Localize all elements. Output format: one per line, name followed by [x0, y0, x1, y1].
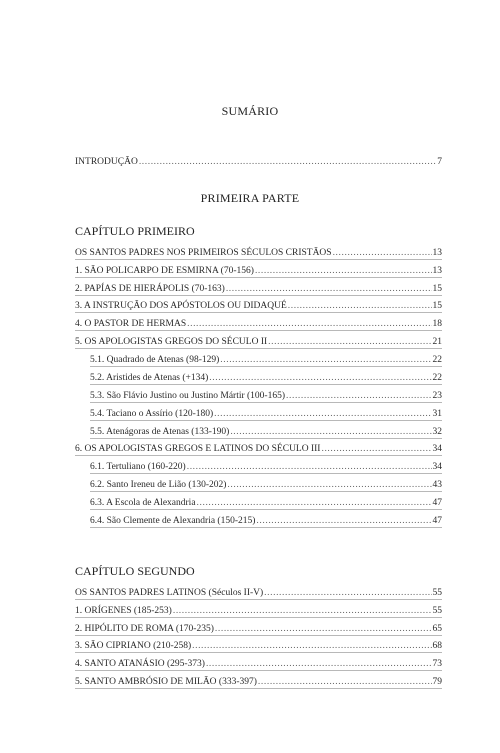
toc-subentry[interactable] [90, 369, 442, 385]
toc-entry-page: 43 [432, 480, 442, 490]
toc-entry[interactable] [75, 315, 442, 331]
toc-entry-page: 34 [432, 462, 442, 472]
toc-leader-dots [215, 624, 432, 635]
toc-subentry[interactable] [90, 423, 442, 439]
toc-entry-label: 5.4. Taciano o Assírio (120-180) [90, 409, 214, 419]
toc-subentry[interactable] [90, 387, 442, 403]
toc-leader-dots [214, 409, 431, 420]
toc-entry[interactable] [75, 637, 442, 653]
toc-entry[interactable] [75, 655, 442, 671]
toc-entry-page: 79 [432, 677, 442, 687]
toc-entry[interactable] [75, 297, 442, 313]
toc-leader-dots [333, 248, 432, 259]
toc-entry[interactable] [75, 602, 442, 618]
toc-entry-label: INTRODUÇÃO [75, 157, 138, 167]
toc-entry-page: 34 [432, 444, 442, 454]
toc-entry-page: 15 [432, 301, 442, 311]
toc-leader-dots [227, 480, 431, 491]
toc-leader-dots [258, 677, 432, 688]
toc-entry-page: 13 [432, 248, 442, 258]
toc-entry-label: 1. ORÍGENES (185-253) [75, 606, 172, 616]
toc-subentry[interactable] [90, 405, 442, 421]
toc-entry-page: 21 [432, 337, 442, 347]
toc-entry-label: 4. SANTO ATANÁSIO (295-373) [75, 659, 205, 669]
toc-entry-label: 3. SÃO CIPRIANO (210-258) [75, 641, 192, 651]
toc-entry-label: 2. HIPÓLITO DE ROMA (170-235) [75, 624, 214, 634]
toc-entry-label: 5.5. Atenágoras de Atenas (133-190) [90, 427, 230, 437]
toc-entry-page: 18 [432, 319, 442, 329]
chapter-heading: CAPÍTULO PRIMEIRO [75, 224, 195, 238]
toc-entry-label: 6.3. A Escola de Alexandria [90, 498, 196, 508]
toc-entry-page: 13 [432, 266, 442, 276]
toc-entry-label: 1. SÃO POLICARPO DE ESMIRNA (70-156) [75, 266, 254, 276]
toc-leader-dots [187, 319, 431, 330]
toc-entry-label: 3. A INSTRUÇÃO DOS APÓSTOLOS OU DIDAQUÉ [75, 301, 287, 311]
toc-leader-dots [256, 516, 431, 527]
toc-entry[interactable] [75, 584, 442, 600]
toc-entry-page: 15 [432, 284, 442, 294]
toc-entry-label: 5.2. Aristides de Atenas (+134) [90, 373, 209, 383]
toc-leader-dots [321, 444, 431, 455]
toc-leader-dots [286, 391, 431, 402]
summary-title: SUMÁRIO [221, 104, 279, 118]
toc-leader-dots [192, 641, 431, 652]
toc-subentry[interactable] [90, 476, 442, 492]
toc-entry-label: 5. OS APOLOGISTAS GREGOS DO SÉCULO II [75, 337, 268, 347]
toc-leader-dots [173, 606, 432, 617]
toc-entry[interactable] [75, 620, 442, 636]
toc-leader-dots [187, 462, 432, 473]
toc-leader-dots [197, 498, 432, 509]
toc-entry-page: 65 [432, 624, 442, 634]
toc-leader-dots [139, 157, 436, 168]
toc-entry[interactable] [75, 673, 442, 689]
toc-entry-page: 55 [432, 588, 442, 598]
toc-entry-label: OS SANTOS PADRES NOS PRIMEIROS SÉCULOS CRISTÃOS [75, 248, 332, 258]
toc-entry-label: 5.3. São Flávio Justino ou Justino Mártir (100-165) [90, 391, 286, 401]
toc-leader-dots [264, 588, 431, 599]
toc-entry-page: 32 [432, 427, 442, 437]
toc-entry-page: 7 [437, 157, 442, 167]
toc-entry-label: 6. OS APOLOGISTAS GREGOS E LATINOS DO SÉCULO III [75, 444, 321, 454]
toc-subentry[interactable] [90, 494, 442, 510]
toc-entry-label: 4. O PASTOR DE HERMAS [75, 319, 187, 329]
toc-entry-label: 6.1. Tertuliano (160-220) [90, 462, 186, 472]
toc-entry-page: 73 [432, 659, 442, 669]
toc-entry-page: 31 [432, 409, 442, 419]
toc-subentry[interactable] [90, 351, 442, 367]
toc-entry[interactable] [75, 244, 442, 260]
toc-entry-page: 47 [432, 516, 442, 526]
toc-entry-page: 22 [432, 373, 442, 383]
toc-entry-label: 2. PAPÍAS DE HIERÁPOLIS (70-163) [75, 284, 225, 294]
toc-leader-dots [220, 355, 431, 366]
toc-entry[interactable] [75, 280, 442, 296]
toc-leader-dots [230, 427, 431, 438]
toc-entry-page: 55 [432, 606, 442, 616]
toc-entry-page: 22 [432, 355, 442, 365]
toc-leader-dots [288, 301, 432, 312]
toc-entry[interactable] [75, 440, 442, 456]
toc-subentry[interactable] [90, 512, 442, 528]
toc-entry-introduction[interactable] [75, 153, 442, 168]
toc-entry-page: 23 [432, 391, 442, 401]
toc-leader-dots [268, 337, 431, 348]
toc-entry-label: 6.4. São Clemente de Alexandria (150-215) [90, 516, 256, 526]
toc-entry-page: 47 [432, 498, 442, 508]
toc-subentry[interactable] [90, 458, 442, 474]
toc-entry[interactable] [75, 333, 442, 349]
toc-entry-label: 6.2. Santo Ireneu de Lião (130-202) [90, 480, 227, 490]
toc-leader-dots [226, 284, 432, 295]
toc-entry[interactable] [75, 262, 442, 278]
toc-leader-dots [206, 659, 432, 670]
toc-entry-label: OS SANTOS PADRES LATINOS (Séculos II-V) [75, 588, 264, 598]
part-title: PRIMEIRA PARTE [200, 191, 300, 205]
toc-entry-page: 68 [432, 641, 442, 651]
chapter-heading: CAPÍTULO SEGUNDO [75, 564, 195, 578]
toc-leader-dots [255, 266, 432, 277]
toc-entry-label: 5.1. Quadrado de Atenas (98-129) [90, 355, 220, 365]
toc-entry-label: 5. SANTO AMBRÓSIO DE MILÃO (333-397) [75, 677, 257, 687]
toc-leader-dots [209, 373, 431, 384]
